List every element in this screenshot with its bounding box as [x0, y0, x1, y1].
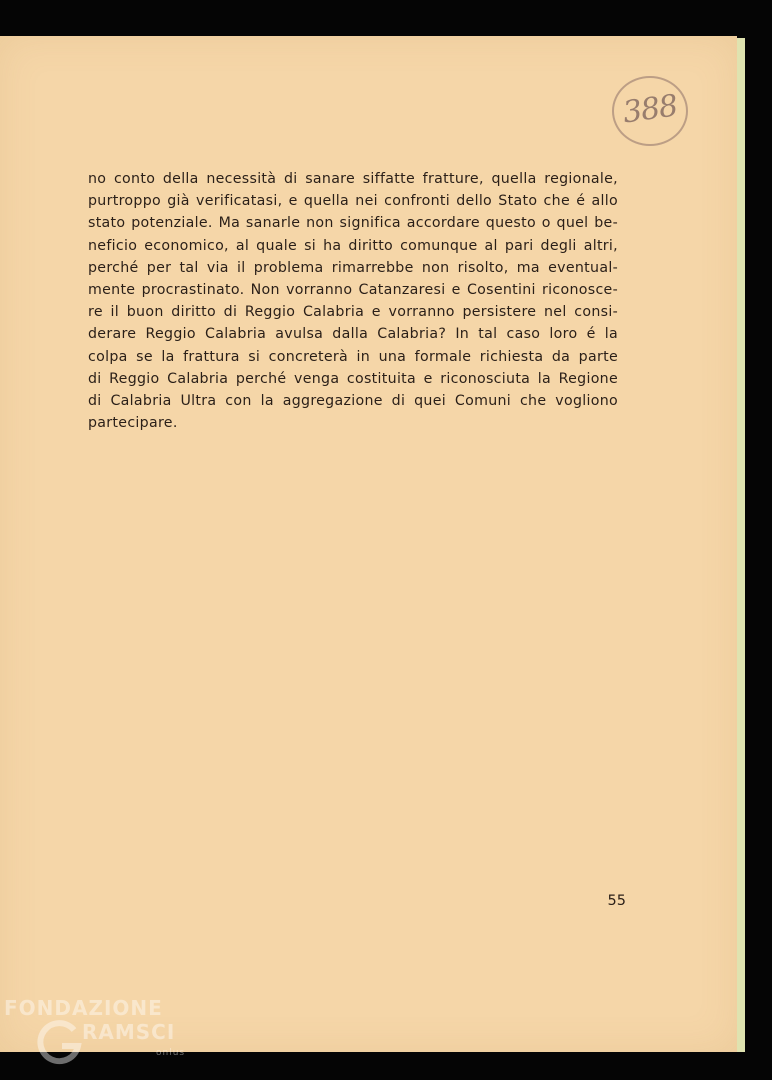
- page-number: 55: [607, 893, 626, 909]
- text-line: neficio economico, al quale si ha diritto comunque al pari degli altri,: [88, 237, 618, 254]
- text-line: no conto della necessità di sanare siffatte fratture, quella regionale,: [88, 171, 618, 187]
- fondazione-gramsci-watermark: [4, 996, 194, 1076]
- text-line: re il buon diritto di Reggio Calabria e vorranno persistere nel consi-: [88, 304, 618, 321]
- archive-stamp-number: 388: [620, 88, 680, 131]
- watermark-line1: FONDAZIONE: [4, 996, 163, 1020]
- text-line: perché per tal via il problema rimarrebbe non risolto, ma eventual-: [88, 259, 618, 276]
- text-line: purtroppo già verificatasi, e quella nei confronti dello Stato che é allo: [88, 193, 618, 210]
- text-line: derare Reggio Calabria avulsa dalla Calabria? In tal caso loro é la: [88, 326, 618, 343]
- text-line: colpa se la frattura si concreterà in una formale richiesta da parte: [88, 348, 618, 365]
- body-paragraph: [88, 168, 618, 434]
- text-line: di Reggio Calabria perché venga costituita e riconosciuta la Regione: [88, 370, 618, 387]
- gramsci-g-logo-icon: [34, 1016, 86, 1068]
- text-line: mente procrastinato. Non vorranno Catanzaresi e Cosentini riconosce-: [88, 282, 618, 299]
- text-line: di Calabria Ultra con la aggregazione di quei Comuni che vogliono: [88, 393, 618, 410]
- text-line: partecipare.: [88, 415, 178, 432]
- watermark-sub: onlus: [156, 1048, 186, 1058]
- text-line: stato potenziale. Ma sanarle non significa accordare questo o quel be-: [88, 215, 618, 232]
- watermark-line2: RAMSCI: [82, 1020, 176, 1044]
